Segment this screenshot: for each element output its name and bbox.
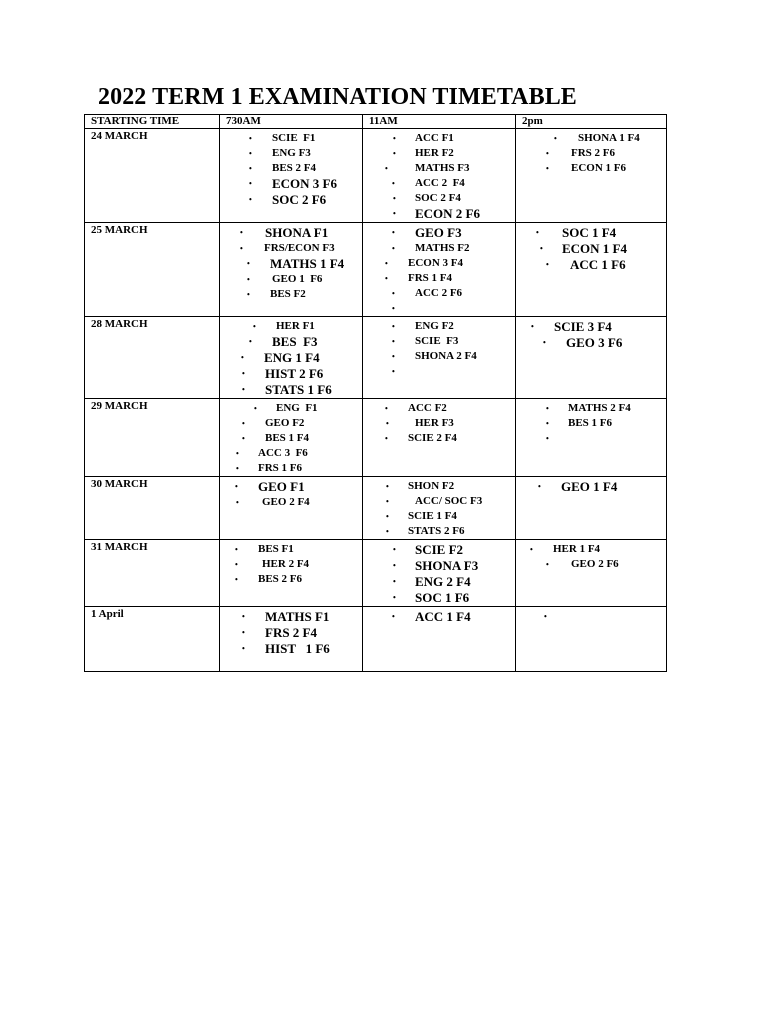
exam-item	[516, 557, 666, 572]
exam-label: MATHS F1	[265, 609, 330, 624]
exam-item	[363, 494, 515, 509]
exam-label: SOC 1 F4	[562, 225, 617, 240]
exam-list	[220, 540, 362, 587]
date-cell: 25 MARCH	[85, 223, 220, 317]
exam-item	[516, 335, 666, 351]
exam-list	[516, 223, 666, 273]
bullet-icon: •	[530, 545, 533, 554]
exam-item	[363, 509, 515, 524]
bullet-icon: •	[249, 195, 252, 204]
slot-cell-11am	[363, 223, 516, 317]
exam-label: ENG 2 F4	[415, 574, 471, 589]
header-730am: 730AM	[220, 115, 363, 129]
exam-label: GEO 2 F6	[571, 558, 619, 570]
exam-label: BES 1 F6	[568, 417, 613, 429]
exam-label: ACC 3 F6	[258, 447, 308, 459]
exam-label: BES 2 F4	[272, 162, 317, 174]
exam-item	[363, 301, 515, 316]
exam-list	[516, 540, 666, 572]
exam-label: SOC 2 F4	[415, 192, 461, 204]
bullet-icon: •	[392, 228, 395, 237]
table-row	[85, 317, 667, 399]
exam-label: GEO 2 F4	[262, 496, 310, 508]
exam-label: HER 1 F4	[553, 543, 601, 555]
slot-cell-730am	[220, 399, 363, 477]
exam-item	[220, 479, 362, 495]
exam-label: BES F2	[270, 288, 306, 300]
bullet-icon: •	[235, 560, 238, 569]
exam-label: HER F3	[415, 417, 454, 429]
slot-cell-11am	[363, 607, 516, 672]
bullet-icon: •	[249, 149, 252, 158]
exam-label: FRS 1 F6	[258, 462, 302, 474]
exam-label: HIST 1 F6	[265, 641, 330, 656]
slot-cell-730am	[220, 317, 363, 399]
bullet-icon: •	[554, 134, 557, 143]
exam-item	[220, 609, 362, 625]
exam-label: GEO F2	[265, 417, 305, 429]
exam-list	[363, 540, 515, 606]
exam-label: STATS 1 F6	[265, 382, 332, 397]
exam-label: HER F1	[276, 320, 315, 332]
exam-list	[363, 477, 515, 539]
exam-label: ENG F2	[415, 320, 454, 332]
bullet-icon: •	[236, 464, 239, 473]
bullet-icon: •	[385, 274, 388, 283]
bullet-icon: •	[393, 134, 396, 143]
exam-list	[516, 477, 666, 495]
slot-cell-11am	[363, 129, 516, 223]
exam-label: MATHS 2 F4	[568, 402, 631, 414]
slot-cell-2pm	[516, 223, 667, 317]
exam-item	[220, 495, 362, 510]
exam-label: FRS/ECON F3	[264, 242, 335, 254]
exam-item	[220, 542, 362, 557]
exam-label: SCIE F2	[415, 542, 464, 557]
exam-item	[220, 146, 362, 161]
exam-label: ENG F1	[276, 402, 318, 414]
exam-list	[516, 317, 666, 351]
bullet-icon: •	[393, 149, 396, 158]
exam-item	[363, 542, 515, 558]
bullet-icon: •	[540, 244, 543, 253]
exam-item	[363, 590, 515, 606]
exam-item	[363, 479, 515, 494]
bullet-icon: •	[392, 244, 395, 253]
bullet-icon: •	[385, 259, 388, 268]
exam-item	[516, 319, 666, 335]
bullet-icon: •	[392, 179, 395, 188]
exam-item	[220, 225, 362, 241]
bullet-icon: •	[538, 482, 541, 491]
exam-label: MATHS 1 F4	[270, 256, 345, 271]
exam-item	[220, 401, 362, 416]
exam-label: GEO 1 F6	[272, 273, 323, 285]
exam-item	[220, 625, 362, 641]
exam-list	[363, 607, 515, 625]
table-row	[85, 223, 667, 317]
exam-timetable	[84, 114, 667, 672]
slot-cell-2pm	[516, 477, 667, 540]
exam-item	[516, 542, 666, 557]
exam-item	[220, 334, 362, 350]
exam-label: ENG F3	[272, 147, 311, 159]
exam-label: ECON 2 F6	[415, 206, 480, 221]
exam-label: HER 2 F4	[262, 558, 310, 570]
exam-label: GEO 1 F4	[561, 479, 618, 494]
slot-cell-11am	[363, 399, 516, 477]
exam-item	[363, 161, 515, 176]
exam-item	[516, 257, 666, 273]
bullet-icon: •	[546, 434, 549, 443]
exam-item	[363, 256, 515, 271]
exam-list	[363, 223, 515, 316]
exam-item	[220, 272, 362, 287]
exam-label: GEO F1	[258, 479, 305, 494]
exam-label: SHONA 2 F4	[415, 350, 477, 362]
exam-item	[220, 416, 362, 431]
bullet-icon: •	[240, 244, 243, 253]
bullet-icon: •	[531, 322, 534, 331]
table-row	[85, 540, 667, 607]
bullet-icon: •	[386, 527, 389, 536]
slot-cell-2pm	[516, 540, 667, 607]
exam-item	[516, 225, 666, 241]
exam-list	[516, 129, 666, 176]
date-cell: 29 MARCH	[85, 399, 220, 477]
header-11am: 11AM	[363, 115, 516, 129]
bullet-icon: •	[386, 512, 389, 521]
exam-label: SOC 2 F6	[272, 192, 327, 207]
slot-cell-2pm	[516, 129, 667, 223]
exam-item	[220, 461, 362, 476]
exam-list	[363, 399, 515, 446]
exam-list	[363, 129, 515, 222]
header-starting-time: STARTING TIME	[85, 115, 220, 129]
exam-item	[363, 401, 515, 416]
exam-list	[220, 223, 362, 302]
exam-item	[220, 382, 362, 398]
exam-item	[363, 364, 515, 379]
exam-label: SOC 1 F6	[415, 590, 470, 605]
exam-item	[363, 524, 515, 539]
exam-item	[516, 479, 666, 495]
bullet-icon: •	[242, 644, 245, 653]
slot-cell-2pm	[516, 317, 667, 399]
bullet-icon: •	[235, 482, 238, 491]
bullet-icon: •	[240, 228, 243, 237]
exam-item	[220, 256, 362, 272]
bullet-icon: •	[247, 290, 250, 299]
bullet-icon: •	[386, 482, 389, 491]
exam-label: SCIE F3	[415, 335, 459, 347]
bullet-icon: •	[242, 419, 245, 428]
exam-item	[220, 319, 362, 334]
bullet-icon: •	[249, 337, 252, 346]
slot-cell-730am	[220, 540, 363, 607]
exam-item	[363, 609, 515, 625]
exam-item	[220, 641, 362, 657]
exam-label: FRS 2 F6	[571, 147, 615, 159]
exam-list	[220, 317, 362, 398]
exam-list	[516, 399, 666, 446]
date-cell: 30 MARCH	[85, 477, 220, 540]
bullet-icon: •	[544, 612, 547, 621]
exam-label: SCIE 1 F4	[408, 510, 457, 522]
exam-item	[516, 161, 666, 176]
exam-item	[516, 431, 666, 446]
exam-label: SCIE F1	[272, 132, 316, 144]
bullet-icon: •	[242, 385, 245, 394]
date-cell: 1 April	[85, 607, 220, 672]
bullet-icon: •	[392, 612, 395, 621]
exam-item	[516, 241, 666, 257]
bullet-icon: •	[249, 164, 252, 173]
exam-item	[516, 609, 666, 624]
bullet-icon: •	[546, 260, 549, 269]
exam-label: ACC F2	[408, 402, 447, 414]
exam-item	[220, 572, 362, 587]
bullet-icon: •	[393, 194, 396, 203]
bullet-icon: •	[393, 593, 396, 602]
header-2pm: 2pm	[516, 115, 667, 129]
bullet-icon: •	[249, 179, 252, 188]
bullet-icon: •	[247, 275, 250, 284]
exam-item	[220, 241, 362, 256]
bullet-icon: •	[536, 228, 539, 237]
table-row	[85, 399, 667, 477]
timetable-body	[85, 129, 667, 672]
slot-cell-2pm	[516, 607, 667, 672]
exam-item	[516, 416, 666, 431]
bullet-icon: •	[242, 612, 245, 621]
exam-label: BES F1	[258, 543, 294, 555]
header-row	[85, 115, 667, 129]
exam-label: HIST 2 F6	[265, 366, 324, 381]
date-cell: 24 MARCH	[85, 129, 220, 223]
bullet-icon: •	[393, 209, 396, 218]
exam-item	[220, 557, 362, 572]
exam-item	[220, 176, 362, 192]
exam-label: ACC 1 F4	[415, 609, 471, 624]
bullet-icon: •	[386, 497, 389, 506]
table-row	[85, 129, 667, 223]
exam-label: BES 1 F4	[265, 432, 310, 444]
page-title: 2022 TERM 1 EXAMINATION TIMETABLE	[98, 84, 577, 110]
exam-item	[363, 286, 515, 301]
exam-list	[220, 399, 362, 476]
exam-label: FRS 2 F4	[265, 625, 317, 640]
bullet-icon: •	[546, 560, 549, 569]
bullet-icon: •	[236, 498, 239, 507]
exam-label: ACC/ SOC F3	[415, 495, 483, 507]
bullet-icon: •	[543, 338, 546, 347]
bullet-icon: •	[253, 322, 256, 331]
slot-cell-11am	[363, 317, 516, 399]
slot-cell-2pm	[516, 399, 667, 477]
exam-label: FRS 1 F4	[408, 272, 452, 284]
bullet-icon: •	[242, 369, 245, 378]
exam-item	[220, 350, 362, 366]
exam-label: MATHS F2	[415, 242, 470, 254]
exam-list	[516, 607, 666, 624]
exam-label: GEO 3 F6	[566, 335, 623, 350]
slot-cell-730am	[220, 223, 363, 317]
exam-item	[363, 206, 515, 222]
exam-item	[363, 334, 515, 349]
exam-item	[220, 192, 362, 208]
bullet-icon: •	[393, 545, 396, 554]
exam-item	[363, 191, 515, 206]
exam-label: ACC 2 F4	[415, 177, 465, 189]
exam-item	[363, 146, 515, 161]
exam-label: ECON 3 F6	[272, 176, 337, 191]
slot-cell-730am	[220, 477, 363, 540]
exam-label: ECON 1 F4	[562, 241, 627, 256]
exam-label: ACC 2 F6	[415, 287, 463, 299]
exam-item	[363, 225, 515, 241]
exam-item	[363, 131, 515, 146]
bullet-icon: •	[392, 352, 395, 361]
bullet-icon: •	[385, 434, 388, 443]
exam-label: GEO F3	[415, 225, 462, 240]
bullet-icon: •	[235, 575, 238, 584]
date-cell: 31 MARCH	[85, 540, 220, 607]
exam-list	[363, 317, 515, 379]
bullet-icon: •	[236, 449, 239, 458]
exam-item	[516, 401, 666, 416]
bullet-icon: •	[546, 404, 549, 413]
exam-label: BES F3	[272, 334, 318, 349]
exam-label: SCIE 2 F4	[408, 432, 457, 444]
exam-item	[363, 319, 515, 334]
exam-item	[363, 176, 515, 191]
exam-item	[220, 131, 362, 146]
slot-cell-730am	[220, 129, 363, 223]
bullet-icon: •	[392, 289, 395, 298]
table-row	[85, 607, 667, 672]
exam-list	[220, 129, 362, 208]
bullet-icon: •	[392, 337, 395, 346]
bullet-icon: •	[546, 149, 549, 158]
bullet-icon: •	[249, 134, 252, 143]
exam-label: ACC 1 F6	[570, 257, 626, 272]
exam-item	[516, 131, 666, 146]
bullet-icon: •	[385, 164, 388, 173]
slot-cell-11am	[363, 477, 516, 540]
exam-label: SHONA 1 F4	[578, 132, 640, 144]
bullet-icon: •	[392, 304, 395, 313]
bullet-icon: •	[254, 404, 257, 413]
exam-item	[363, 574, 515, 590]
exam-label: SCIE 3 F4	[554, 319, 612, 334]
exam-item	[220, 287, 362, 302]
exam-list	[220, 607, 362, 657]
exam-item	[516, 146, 666, 161]
exam-item	[363, 349, 515, 364]
bullet-icon: •	[392, 322, 395, 331]
exam-item	[363, 558, 515, 574]
bullet-icon: •	[546, 419, 549, 428]
exam-item	[220, 431, 362, 446]
exam-label: ENG 1 F4	[264, 350, 320, 365]
exam-label: SHONA F1	[265, 225, 329, 240]
exam-list	[220, 477, 362, 510]
exam-label: ACC F1	[415, 132, 454, 144]
bullet-icon: •	[393, 577, 396, 586]
table-row	[85, 477, 667, 540]
bullet-icon: •	[386, 419, 389, 428]
bullet-icon: •	[242, 628, 245, 637]
exam-item	[363, 431, 515, 446]
date-cell: 28 MARCH	[85, 317, 220, 399]
exam-label: ECON 3 F4	[408, 257, 463, 269]
slot-cell-11am	[363, 540, 516, 607]
bullet-icon: •	[242, 434, 245, 443]
exam-item	[220, 366, 362, 382]
bullet-icon: •	[385, 404, 388, 413]
bullet-icon: •	[235, 545, 238, 554]
bullet-icon: •	[392, 367, 395, 376]
bullet-icon: •	[247, 259, 250, 268]
bullet-icon: •	[546, 164, 549, 173]
exam-item	[363, 241, 515, 256]
exam-label: ECON 1 F6	[571, 162, 626, 174]
exam-label: HER F2	[415, 147, 454, 159]
exam-item	[220, 446, 362, 461]
exam-label: MATHS F3	[415, 162, 470, 174]
exam-label: SHONA F3	[415, 558, 479, 573]
bullet-icon: •	[393, 561, 396, 570]
exam-label: SHON F2	[408, 480, 455, 492]
exam-item	[363, 416, 515, 431]
exam-label: STATS 2 F6	[408, 525, 465, 537]
exam-item	[363, 271, 515, 286]
slot-cell-730am	[220, 607, 363, 672]
exam-item	[220, 161, 362, 176]
exam-label: BES 2 F6	[258, 573, 303, 585]
bullet-icon: •	[241, 353, 244, 362]
